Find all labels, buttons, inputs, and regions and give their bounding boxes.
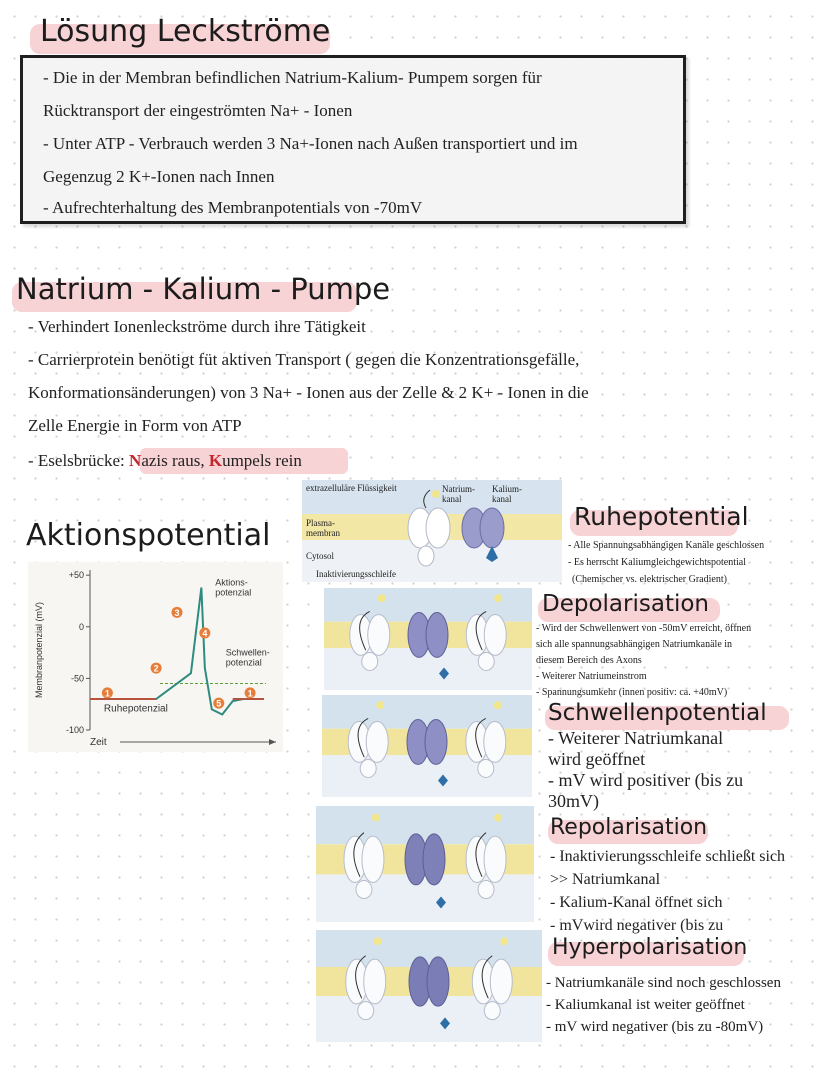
phase-marker-label-5: 5 (216, 698, 222, 709)
na-channel-right-half (484, 615, 506, 656)
panel-hyper (316, 930, 542, 1042)
loesung-line-5: - Aufrechterhaltung des Membranpotentials von -70mV (43, 198, 423, 217)
panel-ruhe-svg (302, 480, 562, 582)
ruhe-line-1: - Alle Spannungsabhängigen Kanäle geschlossen (568, 540, 765, 551)
annotation-ruhepotenzial: Ruhepotenzial (103, 703, 168, 715)
inactivation-loop (478, 881, 494, 899)
depol-line-5: - Spannungsumkehr (innen positiv: ca. +40mV) (536, 687, 728, 698)
label-natrium-1: Natrium- (442, 484, 475, 494)
y-tick-label: 0 (78, 621, 84, 632)
loesung-line-1: - Die in der Membran befindlichen Natrium-Kalium- Pumpem sorgen für (43, 68, 542, 87)
mnemonic-prefix: - Eselsbrücke: (28, 451, 130, 470)
repol-line-1: - Inaktivierungsschleife schließt sich (550, 848, 786, 865)
repol-title: Repolarisation (550, 815, 708, 840)
na-channel-right-half (484, 722, 506, 763)
repol-line-2: >> Natriumkanal (550, 871, 661, 888)
inactivation-loop (478, 759, 494, 777)
cytosol (316, 996, 542, 1042)
extracellular (322, 695, 532, 729)
label-extra: extrazelluläre Flüssigkeit (306, 483, 397, 493)
na-channel-right-half (368, 615, 390, 656)
ruhe-ion (432, 490, 440, 498)
panel-depol (324, 588, 532, 690)
x-axis-arrow-head (269, 739, 276, 745)
label-plasma (306, 518, 340, 538)
cytosol (324, 648, 532, 690)
label-cytosol: Cytosol (306, 551, 335, 561)
action-potential-chart (28, 562, 283, 752)
channel-diagram-5 (316, 930, 542, 1042)
loesung-line-3: - Unter ATP - Verbrauch werden 3 Na+-Ionen nach Außen transportiert und im (43, 134, 578, 153)
label-kalium (492, 484, 522, 504)
na-channel-right-half (484, 836, 506, 882)
channel-diagram-4 (316, 806, 534, 922)
depol-title: Depolarisation (542, 591, 709, 617)
annotation-schwellen-2: potenzial (225, 657, 262, 668)
label-inakt: Inaktivierungsschleife (316, 569, 396, 579)
depol-line-3: diesem Bereich des Axons (536, 655, 642, 666)
na-channel-right-half (366, 722, 388, 763)
sodium-ion (500, 937, 508, 945)
mnemonic-n: N (129, 451, 142, 470)
depol-line-2: sich alle spannungsabhängigen Natriumkanäle in (536, 639, 733, 650)
x-axis-label: Zeit (90, 737, 107, 748)
sodium-ion (374, 937, 382, 945)
sodium-ion (372, 814, 380, 822)
aktionspotential-title: Aktionspotential (26, 518, 271, 553)
depol-line-4: - Weiterer Natriumeinstrom (536, 671, 647, 682)
cytosol (316, 874, 534, 922)
annotation-schwellen-1: Schwellen- (225, 647, 270, 658)
sodium-ion (378, 594, 386, 602)
k-channel-right-half (426, 612, 448, 657)
schwelle-title: Schwellenpotential (548, 700, 767, 726)
inactivation-loop (484, 1002, 500, 1020)
hyper-line-3: - mV wird negativer (bis zu -80mV) (546, 1019, 764, 1035)
hyper-line-2: - Kaliumkanal ist weiter geöffnet (546, 997, 745, 1013)
schwelle-line-1: - Weiterer Natriumkanal (548, 728, 724, 748)
loesung-title: Lösung Leckströme (40, 14, 331, 49)
phase-marker-label-6: 1 (247, 688, 253, 699)
panel-repol (316, 806, 534, 922)
na-channel-right-half (364, 959, 386, 1004)
label-kalium-2: kanal (492, 494, 512, 504)
mnemonic-k: K (208, 451, 223, 470)
phase-marker-label-1: 1 (104, 688, 110, 699)
schwelle-line-2: wird geöffnet (548, 749, 646, 769)
na-channel-right-half (490, 959, 512, 1004)
hyper-title: Hyperpolarisation (552, 935, 748, 960)
panel-schwelle (322, 695, 532, 797)
loesung-line-4: Gegenzug 2 K+-Ionen nach Innen (43, 167, 275, 186)
inactivation-loop (360, 759, 376, 777)
ruhe-line-3: (Chemischer vs. elektrischer Gradient) (572, 574, 727, 585)
inactivation-loop (356, 881, 372, 899)
sodium-ion (494, 701, 502, 709)
k-channel-right-half (425, 719, 447, 764)
phase-marker-label-4: 4 (202, 628, 208, 639)
extracellular (316, 930, 542, 967)
schwelle-line-3: - mV wird positiver (bis zu (548, 770, 744, 790)
label-plasma-1: Plasma- (306, 518, 335, 528)
pumpe-line-1: - Verhindert Ionenleckströme durch ihre Tätigkeit (28, 317, 366, 336)
repol-line-4: - mVwird negativer (bis zu (550, 917, 724, 934)
loesung-box (20, 55, 686, 224)
mnemonic-end: umpels rein (222, 451, 302, 470)
pumpe-line-3: Konformationsänderungen) von 3 Na+ - Ionen aus der Zelle & 2 K+ - Ionen in die (28, 383, 589, 402)
y-tick-label: -100 (65, 725, 84, 735)
phase-marker-label-2: 2 (153, 663, 159, 674)
cytosol (322, 755, 532, 797)
label-plasma-2: membran (306, 528, 340, 538)
pumpe-line-2: - Carrierprotein benötigt füt aktiven Transport ( gegen die Konzentrationsgefälle, (28, 350, 580, 369)
schwelle-line-4: 30mV) (548, 791, 599, 811)
pumpe-line-4: Zelle Energie in Form von ATP (28, 416, 242, 435)
extracellular (316, 806, 534, 844)
depol-line-1: - Wird der Schwellenwert von -50mV erreicht, öffnen (536, 623, 752, 634)
pumpe-title: Natrium - Kalium - Pumpe (16, 272, 391, 306)
k-channel-right-half (423, 834, 445, 885)
y-tick-label: +50 (68, 570, 84, 581)
inactivation-loop (362, 652, 378, 670)
repol-line-3: - Kalium-Kanal öffnet sich (550, 894, 723, 911)
action-potential-svg (28, 562, 283, 752)
label-kalium-1: Kalium- (492, 484, 522, 494)
ruhe-line-2: - Es herrscht Kaliumgleichgewichtspotential (568, 557, 747, 568)
channel-diagram-3 (322, 695, 532, 797)
hyper-line-1: - Natriumkanäle sind noch geschlossen (546, 975, 781, 991)
mnemonic (28, 450, 302, 472)
label-natrium-2: kanal (442, 494, 462, 504)
annotation-aktionspotenzial-2: potenzial (215, 587, 252, 598)
label-natrium (442, 484, 475, 504)
sodium-ion (494, 594, 502, 602)
ruhe-title: Ruhepotential (574, 502, 749, 531)
y-tick-label: -50 (70, 673, 84, 684)
panel-ruhe (302, 480, 562, 582)
k-channel-right-half (427, 957, 449, 1006)
phase-marker-label-3: 3 (174, 607, 180, 618)
annotation-aktionspotenzial-1: Aktions- (215, 577, 248, 588)
sodium-ion (494, 814, 502, 822)
mnemonic-mid: azis raus, (141, 451, 209, 470)
channel-diagram-2 (324, 588, 532, 690)
y-axis-label: Membranpotenzial (mV) (34, 601, 44, 699)
loesung-line-2: Rücktransport der eingeströmten Na+ - Ionen (43, 101, 353, 120)
inactivation-loop (358, 1002, 374, 1020)
na-channel-right-half (362, 836, 384, 882)
inactivation-loop (478, 652, 494, 670)
sodium-ion (376, 701, 384, 709)
